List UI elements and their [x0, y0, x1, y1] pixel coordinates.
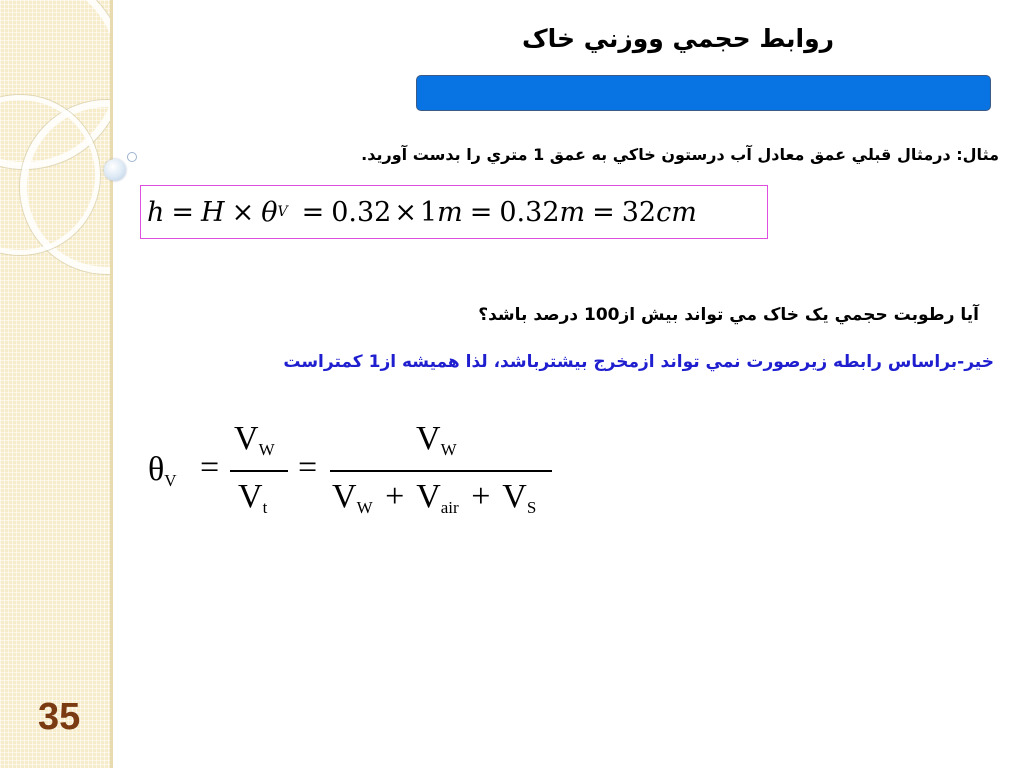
eq-theta: θ [261, 196, 278, 228]
example-text: مثال: درمثال قبلي عمق معادل آب درستون خاکي به عمق 1 متري را بدست آوريد. [361, 145, 999, 164]
question-text: آيا رطوبت حجمي يک خاک مي تواند بيش از100 درصد باشد؟ [478, 305, 979, 325]
slide-number: 35 [38, 696, 81, 738]
eq-theta-sub: V [277, 204, 288, 220]
eq-value: 1 [419, 196, 438, 228]
eq2-denominator: $V_t$ [238, 478, 268, 517]
eq-equals: = [171, 196, 195, 228]
equation-depth [140, 185, 768, 239]
eq-value: 32 [621, 196, 657, 228]
eq-equals: = [592, 196, 615, 228]
eq2-fraction-line [230, 470, 288, 472]
eq2-theta: $\theta_V$ [148, 451, 177, 490]
eq-times: × [394, 196, 417, 228]
eq-equals: = [301, 196, 325, 228]
decorative-bubble [104, 159, 126, 181]
eq-unit: m [559, 196, 586, 228]
eq2-denominator: $V_W + V_{air} + V_S$ [332, 478, 537, 517]
title-bar [416, 75, 991, 111]
equation-volumetric-moisture [148, 418, 568, 533]
eq-unit: cm [656, 196, 697, 228]
eq2-equals: = [298, 449, 318, 486]
eq-unit: m [437, 196, 463, 228]
eq-equals: = [469, 196, 493, 228]
eq2-equals: = [200, 449, 220, 486]
eq-value: 0.32 [331, 196, 392, 228]
eq2-numerator: $V_W$ [234, 420, 275, 459]
strip-edge [110, 0, 113, 768]
eq-var-H: H [201, 196, 225, 228]
decorative-bubble-small [127, 152, 137, 162]
eq2-numerator: $V_W$ [416, 420, 457, 459]
eq2-fraction-line [330, 470, 552, 472]
eq-var-h: h [147, 196, 165, 228]
answer-text: خير-براساس رابطه زيرصورت نمي تواند ازمخرج بيشترباشد، لذا هميشه از1 کمتراست [283, 352, 994, 372]
eq-value: 0.32 [499, 196, 560, 228]
slide-title: روابط حجمي ووزني خاک [521, 24, 834, 53]
eq-times: × [231, 196, 255, 228]
decorative-side-strip [0, 0, 113, 768]
